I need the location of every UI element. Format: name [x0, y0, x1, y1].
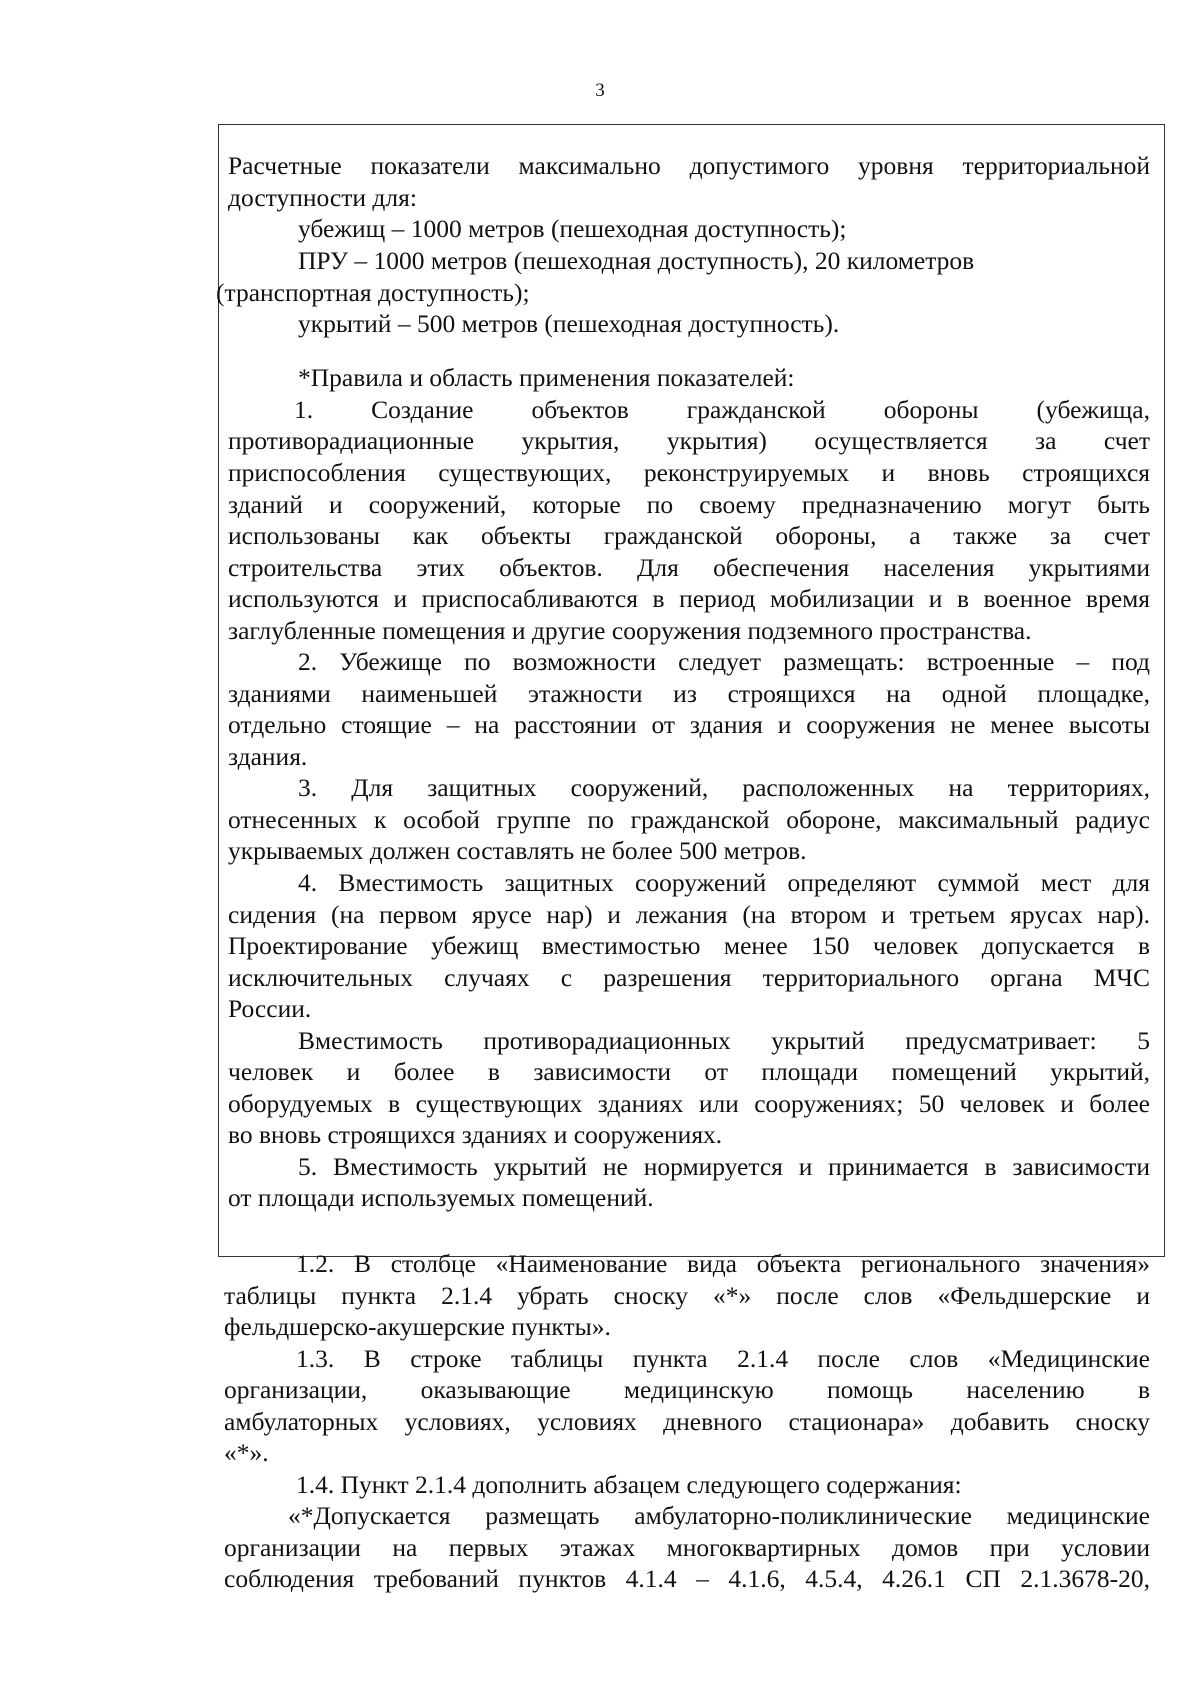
box-line: убежищ – 1000 метров (пешеходная доступность);: [298, 214, 847, 243]
box-line: заглубленные помещения и другие сооружения подземного пространства.: [228, 616, 1032, 645]
box-line: 2. Убежище по возможности следует размещать: встроенные – под: [298, 647, 1150, 676]
box-line: человек и более в зависимости от площади помещений укрытий,: [228, 1057, 1150, 1086]
box-line: исключительных случаях с разрешения территориального органа МЧС: [228, 963, 1150, 992]
box-line: приспособления существующих, реконструируемых и вновь строящихся: [228, 458, 1150, 487]
body-line: амбулаторных условиях, условиях дневного стационара» добавить сноску: [224, 1407, 1150, 1436]
body-line: 1.4. Пункт 2.1.4 дополнить абзацем следующего содержания:: [296, 1470, 962, 1499]
box-line: отнесенных к особой группе по гражданской обороне, максимальный радиус: [228, 805, 1150, 834]
box-line: доступности для:: [228, 183, 417, 212]
box-line: используются и приспосабливаются в период мобилизации и в военное время: [228, 584, 1150, 613]
box-line: 4. Вместимость защитных сооружений определяют суммой мест для: [298, 868, 1150, 897]
body-line: «*Допускается размещать амбулаторно-поликлинические медицинские: [288, 1501, 1150, 1530]
box-line: зданиями наименьшей этажности из строящихся на одной площадке,: [228, 679, 1150, 708]
box-line: зданий и сооружений, которые по своему предназначению могут быть: [228, 490, 1150, 519]
body-line: таблицы пункта 2.1.4 убрать сноску «*» после слов «Фельдшерские и: [224, 1281, 1150, 1310]
box-line: строительства этих объектов. Для обеспечения населения укрытиями: [228, 553, 1150, 582]
box-line: 5. Вместимость укрытий не нормируется и принимается в зависимости: [298, 1152, 1150, 1181]
box-line: Вместимость противорадиационных укрытий предусматривает: 5: [298, 1026, 1150, 1055]
body-line: организации, оказывающие медицинскую помощь населению в: [224, 1375, 1150, 1404]
box-line: Расчетные показатели максимально допустимого уровня территориальной: [228, 151, 1150, 180]
box-line: здания.: [228, 742, 308, 771]
box-line: 1. Создание объектов гражданской обороны (убежища,: [294, 395, 1150, 424]
box-line: *Правила и область применения показателей:: [298, 363, 795, 392]
box-line: противорадиационные укрытия, укрытия) осуществляется за счет: [228, 426, 1150, 455]
body-line: соблюдения требований пунктов 4.1.4 – 4.1.6, 4.5.4, 4.26.1 СП 2.1.3678-20,: [224, 1564, 1150, 1593]
body-line: 1.3. В строке таблицы пункта 2.1.4 после слов «Медицинские: [296, 1344, 1150, 1373]
body-line: организации на первых этажах многоквартирных домов при условии: [224, 1533, 1150, 1562]
body-line: 1.2. В столбце «Наименование вида объекта регионального значения»: [296, 1249, 1150, 1278]
box-line: 3. Для защитных сооружений, расположенных на территориях,: [298, 773, 1150, 802]
box-line: ПРУ – 1000 метров (пешеходная доступность), 20 километров: [298, 246, 975, 275]
box-line: отдельно стоящие – на расстоянии от здания и сооружения не менее высоты: [228, 710, 1150, 739]
box-line: использованы как объекты гражданской обороны, а также за счет: [228, 521, 1150, 550]
body-line: фельдшерско-акушерские пункты».: [224, 1312, 611, 1341]
box-line: сидения (на первом ярусе нар) и лежания (на втором и третьем ярусах нар).: [228, 900, 1150, 929]
page-number: 3: [595, 80, 605, 101]
body-line: «*».: [224, 1438, 269, 1467]
box-line: укрываемых должен составлять не более 500 метров.: [228, 836, 807, 865]
box-line: России.: [228, 994, 312, 1023]
box-line: от площади используемых помещений.: [228, 1183, 654, 1212]
box-line: во вновь строящихся зданиях и сооружениях.: [228, 1120, 723, 1149]
box-line: (транспортная доступность);: [216, 278, 530, 307]
box-line: Проектирование убежищ вместимостью менее 150 человек допускается в: [228, 931, 1150, 960]
box-line: оборудуемых в существующих зданиях или сооружениях; 50 человек и более: [228, 1089, 1150, 1118]
box-line: укрытий – 500 метров (пешеходная доступность).: [298, 309, 840, 338]
